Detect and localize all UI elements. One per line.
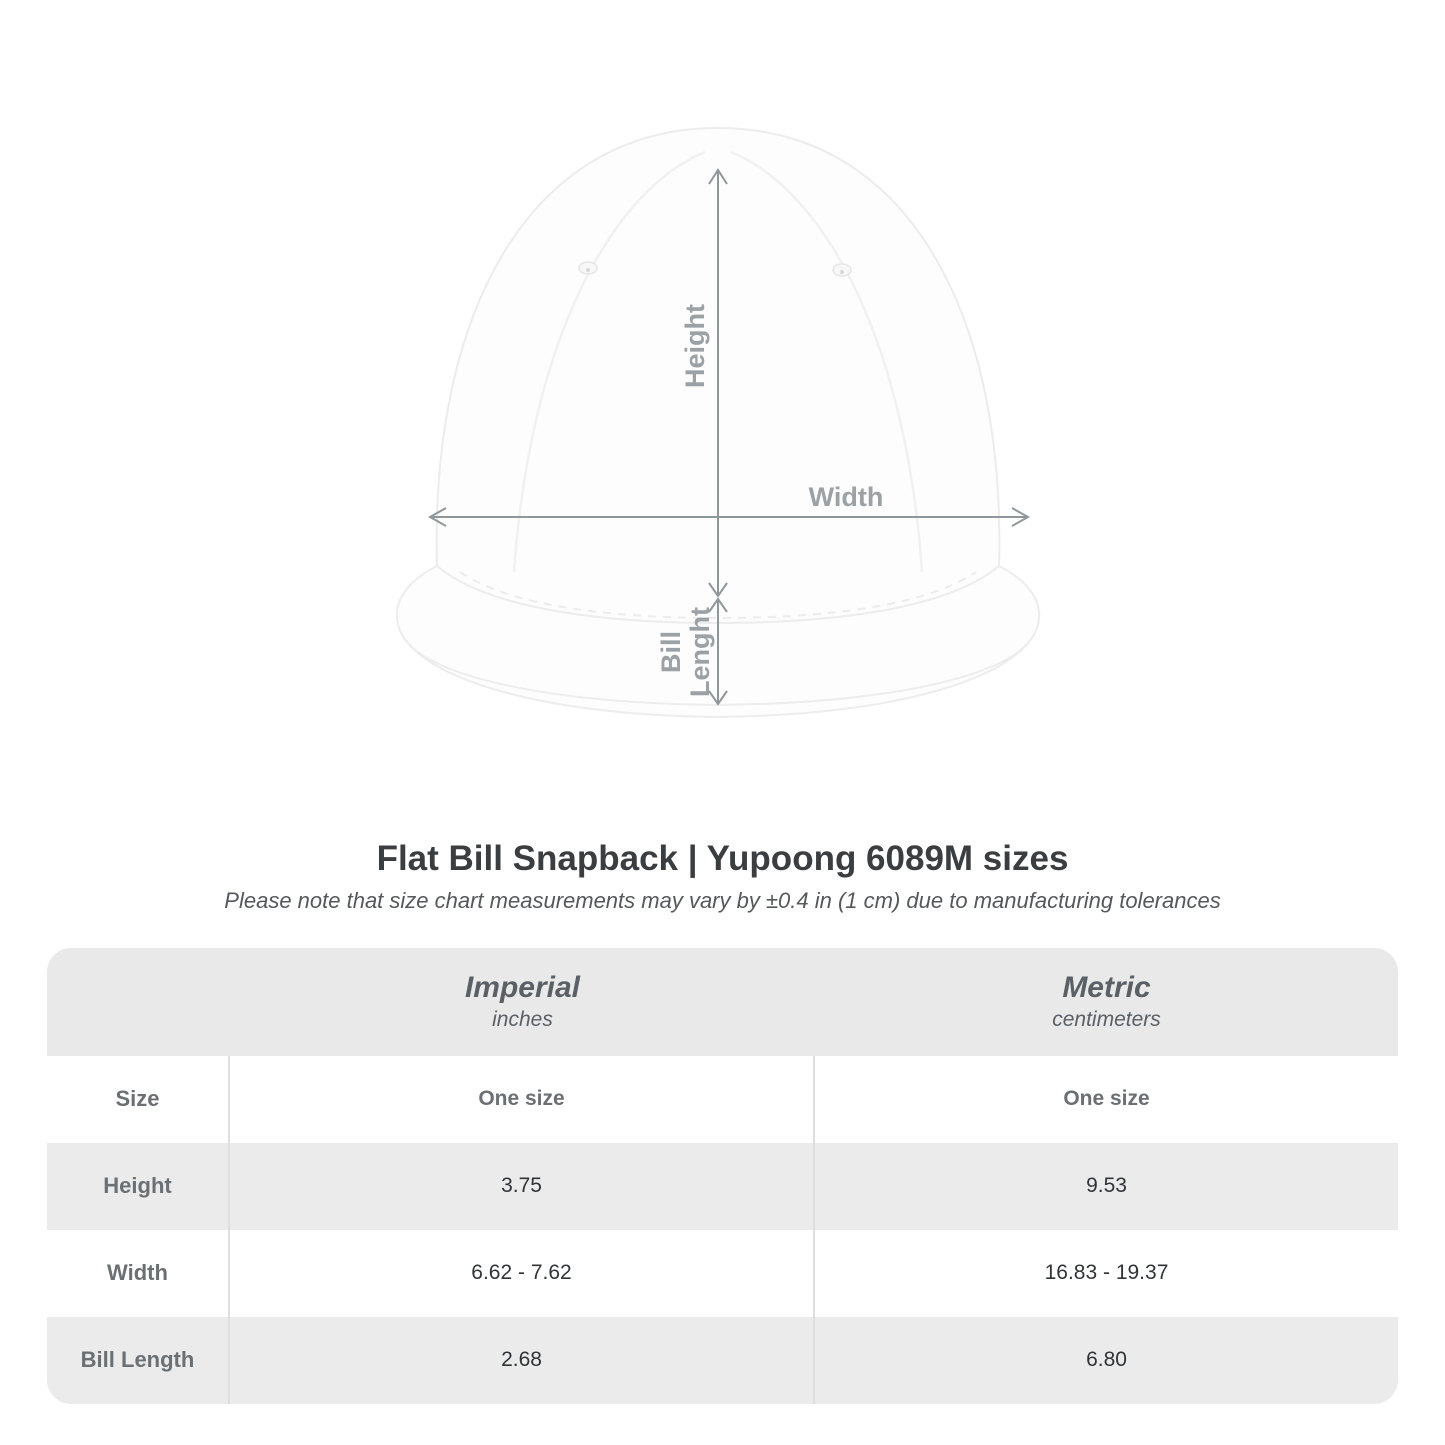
row-label: Bill Length bbox=[47, 1317, 230, 1404]
width-dimension-label: Width bbox=[808, 482, 884, 512]
metric-header-unit: centimeters bbox=[1052, 1008, 1161, 1032]
table-row-height bbox=[47, 1143, 1398, 1230]
bill-length-dimension-label-line1: Bill bbox=[656, 630, 686, 674]
imperial-header-unit: inches bbox=[492, 1008, 553, 1032]
table-header-row bbox=[47, 948, 1398, 1056]
hat-eyelet-right bbox=[833, 264, 851, 276]
bill-length-dimension-label-line2: Lenght bbox=[685, 607, 715, 697]
metric-header bbox=[815, 971, 1398, 1032]
metric-header-name: Metric bbox=[1062, 971, 1151, 1005]
table-row-bill-length bbox=[47, 1317, 1398, 1404]
height-dimension-label: Height bbox=[680, 304, 710, 388]
imperial-value: One size bbox=[230, 1056, 815, 1143]
table-header-spacer bbox=[47, 948, 230, 1056]
tolerance-note: Please note that size chart measurements may vary by ±0.4 in (1 cm) due to manufacturing tolerances bbox=[224, 887, 1221, 913]
hat-eyelet-left bbox=[579, 262, 597, 274]
imperial-header bbox=[230, 971, 815, 1032]
page-title: Flat Bill Snapback | Yupoong 6089M sizes bbox=[376, 839, 1069, 878]
imperial-value: 6.62 - 7.62 bbox=[230, 1230, 815, 1317]
imperial-value: 2.68 bbox=[230, 1317, 815, 1404]
size-chart-table bbox=[47, 948, 1398, 1404]
row-label: Height bbox=[47, 1143, 230, 1230]
table-row-size bbox=[47, 1056, 1398, 1143]
row-label: Width bbox=[47, 1230, 230, 1317]
imperial-header-name: Imperial bbox=[464, 971, 581, 1005]
table-row-width bbox=[47, 1230, 1398, 1317]
metric-value: One size bbox=[1063, 1087, 1150, 1111]
metric-value: 6.80 bbox=[1086, 1348, 1127, 1372]
title-block bbox=[0, 800, 1445, 914]
metric-value: 9.53 bbox=[1086, 1174, 1127, 1198]
row-label: Size bbox=[47, 1056, 230, 1143]
imperial-value: 3.75 bbox=[230, 1143, 815, 1230]
metric-value: 16.83 - 19.37 bbox=[1044, 1261, 1169, 1285]
